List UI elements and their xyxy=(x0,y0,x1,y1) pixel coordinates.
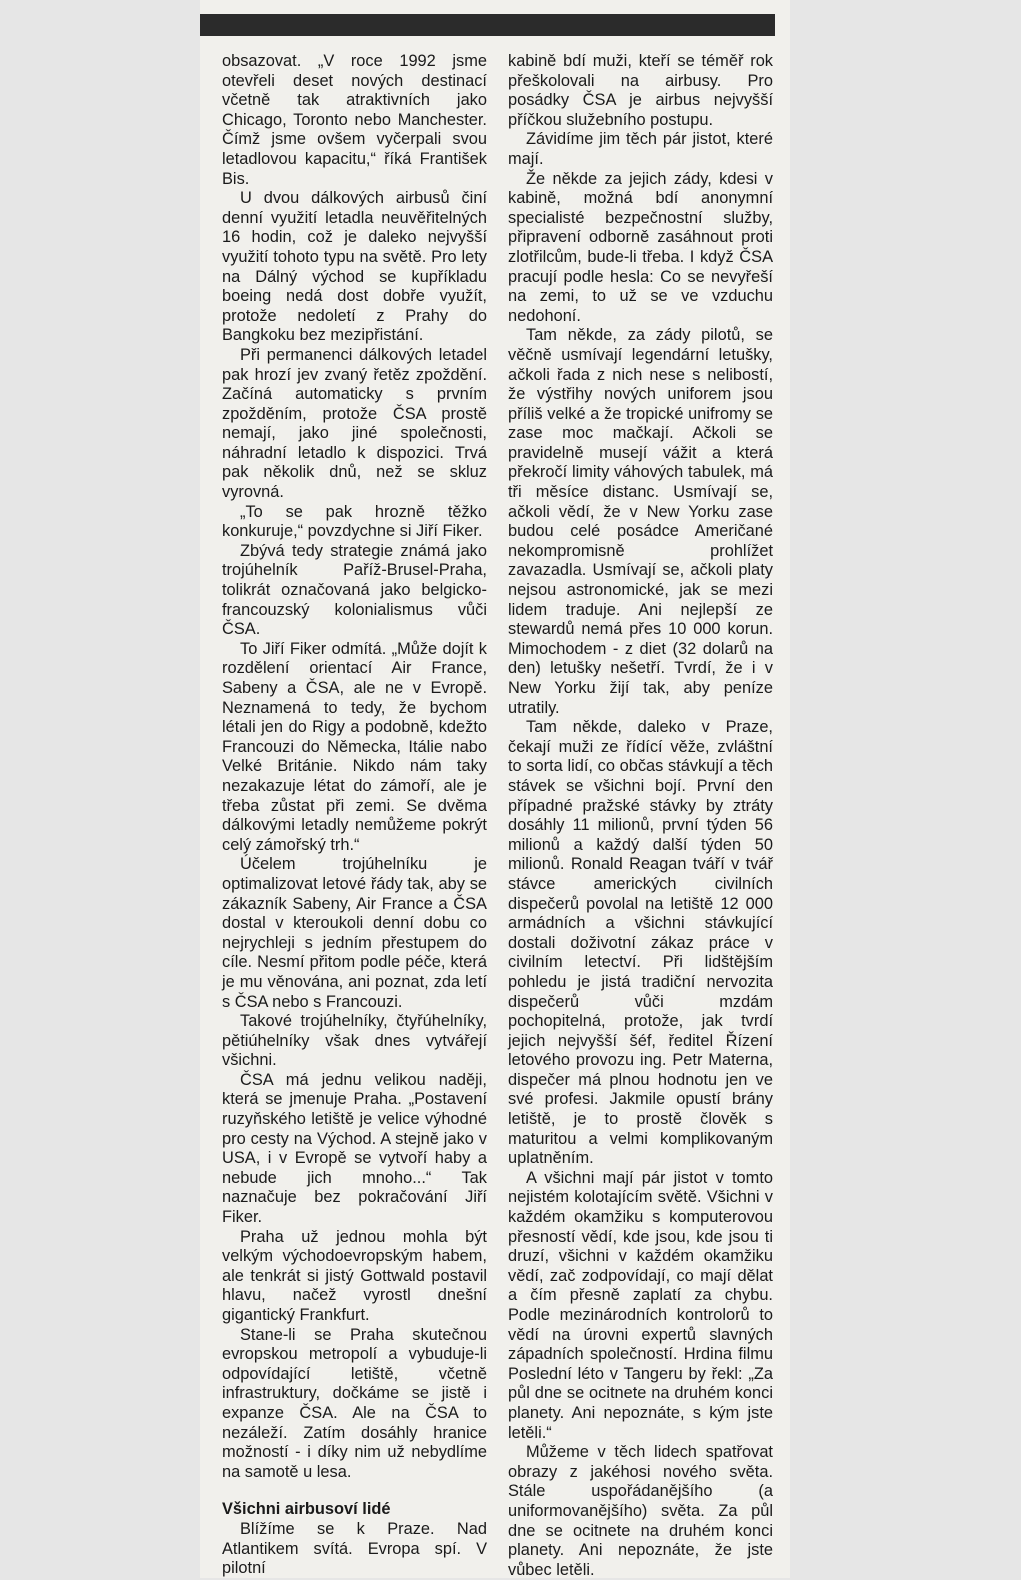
paragraph: Tam někde, za zády pilotů, se věčně usmívají legendární letušky, ačkoli řada z nich nese s nelibostí, že výstřihy nových uniforem jsou příliš velké a že tropické unifromy se zase moc mačkají. Ačkoli se pravidelně musejí vážit a která překročí limity váhových tabulek, má tři měsíce distanc. Usmívají se, ačkoli vědí, že v New Yorku zase budou celé posádce Američané nekompromisně prohlížet zavazadla. Usmívají se, ačkoli platy nejsou astronomické, jak se mezi lidem traduje. Ani nejlepší ze stewardů nemá přes 10 000 korun. Mimochodem - z diet (32 dolarů na den) letušky nešetří. Tvrdí, že i v New Yorku žijí tak, aby peníze utratily. xyxy=(508,326,773,717)
paragraph: Při permanenci dálkových letadel pak hrozí jev zvaný řetěz zpoždění. Začíná automaticky s prvním zpožděním, protože ČSA prostě nemají, jako jiné společnosti, náhradní letadlo k dispozici. Trvá pak několik dnů, než se skluz vyrovná. xyxy=(222,345,487,502)
right-column xyxy=(508,52,773,1580)
paragraph: U dvou dálkových airbusů činí denní využití letadla neuvěřitelných 16 hodin, což je daleko nejvyšší využití tohoto typu na světě. Pro lety na Dálný východ se kupříkladu boeing nedá dost dobře využít, protože nedoletí z Prahy do Bangkoku bez mezipřistání. xyxy=(222,189,487,345)
paragraph: A všichni mají pár jistot v tomto nejistém kolotajícím světě. Všichni v každém okamžiku s komputerovou přesností vědí, kde jsou, kde jsou ti druzí, všichni v každém okamžiku vědí, zač zodpovídají, co mají dělat a čím přesně zaplatí za chybu. Podle mezinárodních kontrolorů to vědí na úrovni expertů slavných západních společností. Hrdina filmu Poslední léto v Tangeru by řekl: „Za půl dne se ocitnete na druhém konci planety. Ani nepoznáte, s kým jste letěli.“ xyxy=(508,1168,773,1442)
paragraph: ČSA má jednu velikou naději, která se jmenuje Praha. „Postavení ruzyňského letiště je velice výhodné pro cesty na Východ. A stejně jako v USA, i v Evropě se vytvoří haby a nebude jich mnoho...“ Tak naznačuje bez pokračování Jiří Fiker. xyxy=(222,1070,487,1227)
paragraph: „To se pak hrozně těžko konkuruje,“ povzdychne si Jiří Fiker. xyxy=(222,502,487,541)
paragraph: obsazovat. „V roce 1992 jsme otevřeli deset nových destinací včetně tak atraktivních jako Chicago, Toronto nebo Manchester. Čímž jsme ovšem vyčerpali svou letadlovou kapacitu,“ říká František Bis. xyxy=(222,52,487,188)
paragraph: Takové trojúhelníky, čtyřúhelníky, pětiúhelníky však dnes vytvářejí všichni. xyxy=(222,1012,487,1070)
section-subheading: Všichni airbusoví lidé xyxy=(222,1500,391,1519)
paragraph: To Jiří Fiker odmítá. „Může dojít k rozdělení orientací Air France, Sabeny a ČSA, ale ne v Evropě. Neznamená to tedy, že bychom létali jen do Rigy a podobně, kdežto Francouzi do Německa, Itálie nabo Velké Británie. Nikdo nám taky nezakazuje létat do zámoří, ale je třeba zůstat při zemi. Se dvěma dálkovými letadly nemůžeme pokrýt celý zámořský trh.“ xyxy=(222,639,487,854)
paragraph: Praha už jednou mohla být velkým východoevropským habem, ale tenkrát si jistý Gottwald postavil hlavu, načež vyrostl dnešní gigantický Frankfurt. xyxy=(222,1227,487,1324)
paragraph: Tam někde, daleko v Praze, čekají muži ze řídící věže, zvláštní to sorta lidí, co občas stávkují a těch stávek se všichni bojí. První den případné pražské stávky by ztráty dosáhly 11 milionů, první týden 56 milionů a každý další týden 50 milionů. Ronald Reagan tváří v tvář stávce amerických civilních dispečerů povolal na letiště 12 000 armádních a všichni stávkující dostali doživotní zákaz práce v civilním letectví. Při lidštějším pohledu je jistá tradiční nervozita dispečerů vůči mzdám pochopitelná, protože, jak tvrdí jejich nejvyšší šéf, ředitel Řízení letového provozu ing. Petr Materna, dispečer má plnou hodnotu jen ve své profesi. Jakmile opustí brány letiště, je to prostě člověk s maturitou a velmi komplikovaným uplatněním. xyxy=(508,718,773,1168)
paragraph: Můžeme v těch lidech spatřovat obrazy z jakéhosi nového světa. Stále uspořádanějšího (a uniformovanějšího) světa. Za půl dne se ocitnete na druhém konci planety. Ani nepoznáte, že jste vůbec letěli. xyxy=(508,1443,773,1579)
paragraph: Zbývá tedy strategie známá jako trojúhelník Paříž-Brusel-Praha, tolikrát označovaná jako belgicko-francouzský kolonialismus vůči ČSA. xyxy=(222,541,487,639)
header-bar xyxy=(200,14,775,36)
paragraph: Že někde za jejich zády, kdesi v kabině, možná bdí anonymní specialisté bezpečnostní služby, připravení odborně zasáhnout proti zlotřilcům, bude-li třeba. I když ČSA pracují podle hesla: Co se nevyřeší na zemi, to už se ve vzduchu nedohoní. xyxy=(508,169,773,325)
paragraph: Blížíme se k Praze. Nad Atlantikem svítá. Evropa spí. V pilotní xyxy=(222,1519,487,1578)
paragraph: kabině bdí muži, kteří se téměř rok přeškolovali na airbusy. Pro posádky ČSA je airbus nejvyšší příčkou služebního postupu. xyxy=(508,52,773,129)
paragraph: Účelem trojúhelníku je optimalizovat letové řády tak, aby se zákazník Sabeny, Air France a ČSA dostal v kteroukoli denní dobu co nejrychleji s jedním přestupem do cíle. Nesmí přitom podle péče, která je mu věnována, ani poznat, zda letí s ČSA nebo s Francouzi. xyxy=(222,855,487,1011)
paragraph: Stane-li se Praha skutečnou evropskou metropolí a vybuduje-li odpovídající letiště, včetně infrastruktury, dočkáme se jistě i expanze ČSA. Ale na ČSA to nezáleží. Zatím dosáhly hranice možností - i díky nim už nebydlíme na samotě u lesa. xyxy=(222,1325,487,1481)
left-column xyxy=(222,52,487,1579)
paragraph: Závidíme jim těch pár jistot, které mají. xyxy=(508,130,773,168)
